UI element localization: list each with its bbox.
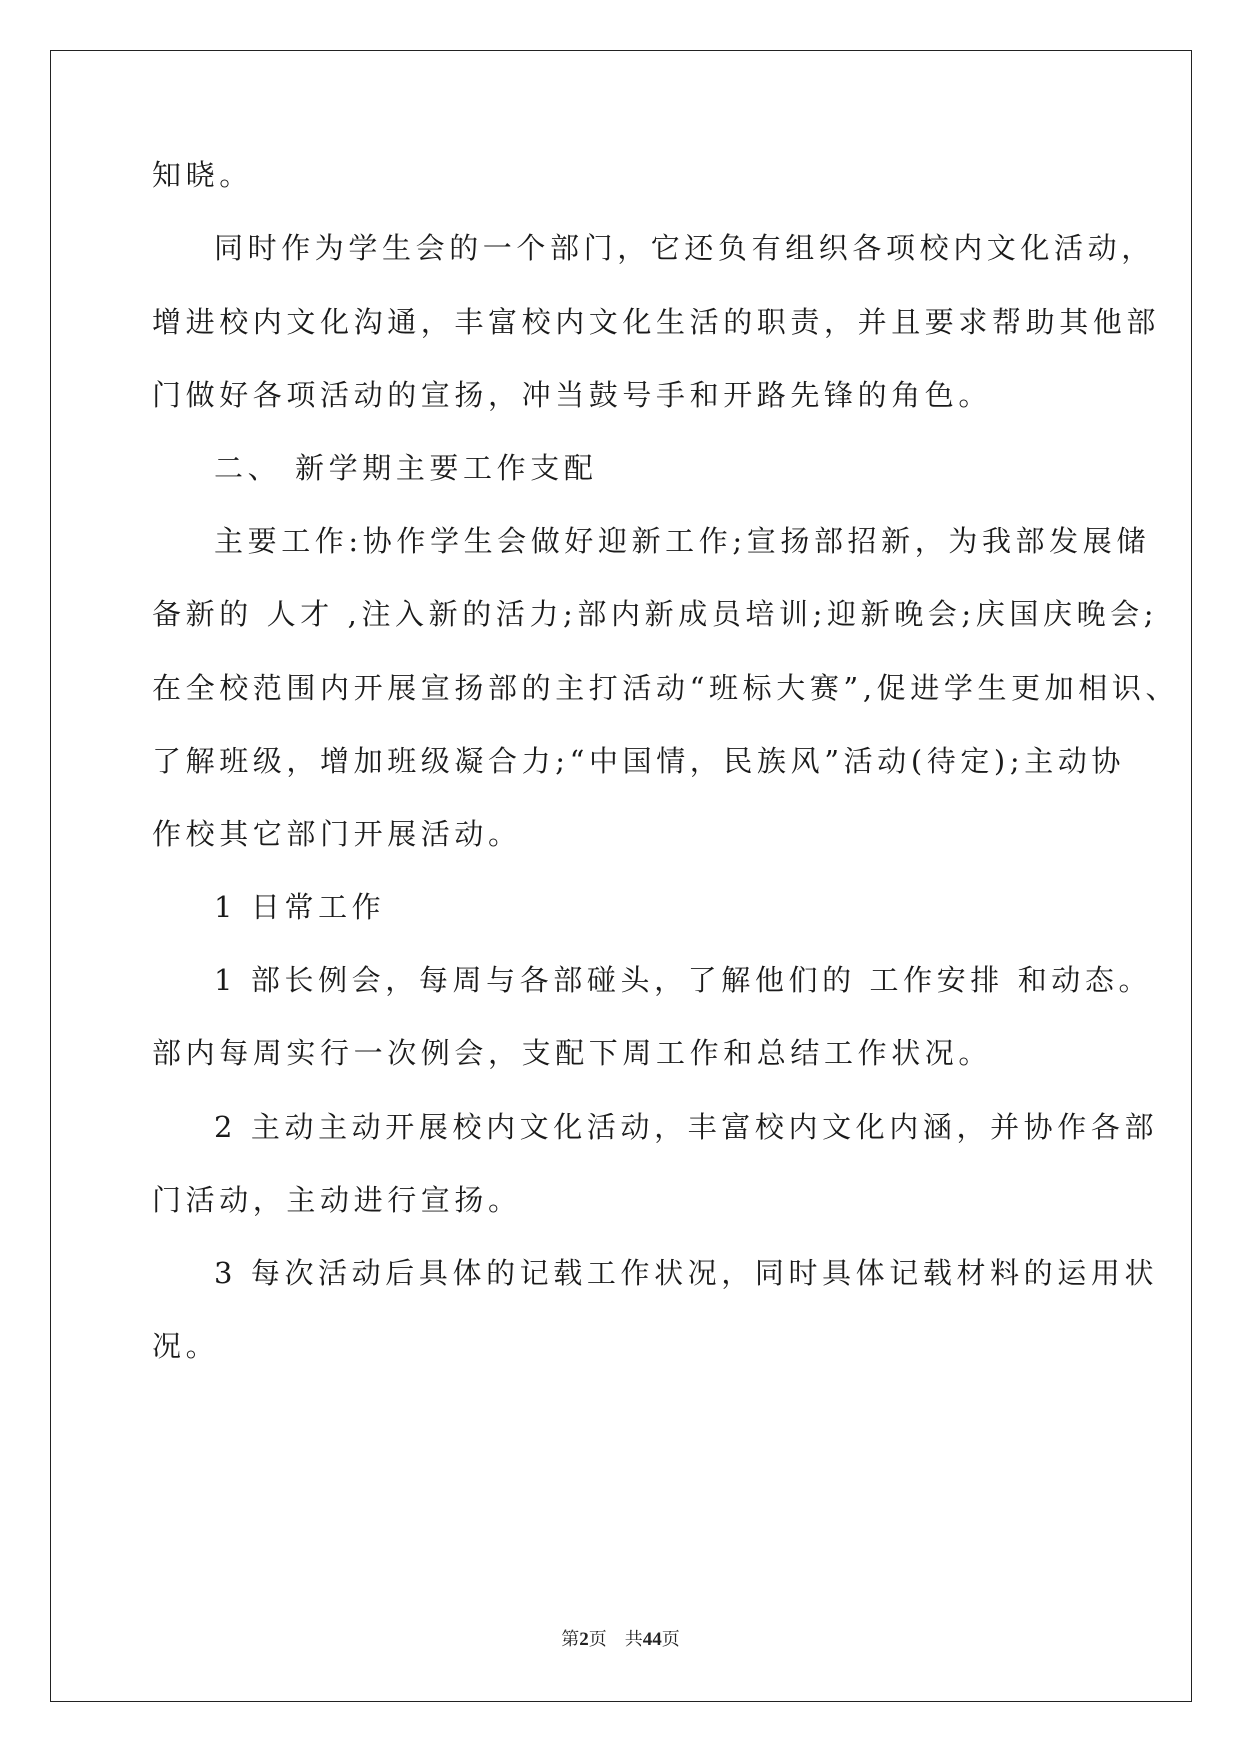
paragraph-line: 部内每周实行一次例会，支配下周工作和总结工作状况。	[152, 1036, 993, 1070]
paragraph-line: 在全校范围内开展宣扬部的主打活动“班标大赛”,促进学生更加相识、	[152, 671, 1180, 705]
paragraph-line: 了解班级，增加班级凝合力;“中国情，民族风”活动(待定);主动协	[152, 744, 1126, 778]
paragraph-line: 作校其它部门开展活动。	[152, 817, 522, 851]
subsection-heading: 1 日常工作	[214, 890, 386, 924]
paragraph-line: 知晓。	[152, 158, 253, 192]
paragraph-line: 同时作为学生会的一个部门，它还负有组织各项校内文化活动，	[214, 231, 1155, 265]
page-prefix: 第	[561, 1629, 580, 1650]
total-pages: 44	[642, 1629, 662, 1650]
page-border	[50, 50, 1192, 1702]
section-heading: 二、 新学期主要工作支配	[214, 451, 598, 485]
paragraph-line: 门活动，主动进行宣扬。	[152, 1183, 522, 1217]
paragraph-line: 1 部长例会，每周与各部碰头，了解他们的 工作安排 和动态。	[214, 963, 1153, 997]
page-number: 2	[579, 1629, 589, 1650]
paragraph-line: 增进校内文化沟通，丰富校内文化生活的职责，并且要求帮助其他部	[152, 305, 1161, 339]
total-suffix: 页	[661, 1629, 680, 1650]
paragraph-line: 况。	[152, 1329, 220, 1363]
paragraph-line: 2 主动主动开展校内文化活动，丰富校内文化内涵，并协作各部	[214, 1110, 1159, 1144]
total-prefix: 共	[624, 1629, 643, 1650]
paragraph-line: 主要工作:协作学生会做好迎新工作;宣扬部招新，为我部发展储	[214, 524, 1150, 558]
paragraph-line: 3 每次活动后具体的记载工作状况，同时具体记载材料的运用状	[214, 1256, 1159, 1290]
page-suffix: 页	[588, 1629, 607, 1650]
paragraph-line: 门做好各项活动的宣扬，冲当鼓号手和开路先锋的角色。	[152, 378, 993, 412]
page-footer	[0, 1628, 1241, 1652]
paragraph-line: 备新的 人才 ,注入新的活力;部内新成员培训;迎新晚会;庆国庆晚会;	[152, 597, 1159, 631]
